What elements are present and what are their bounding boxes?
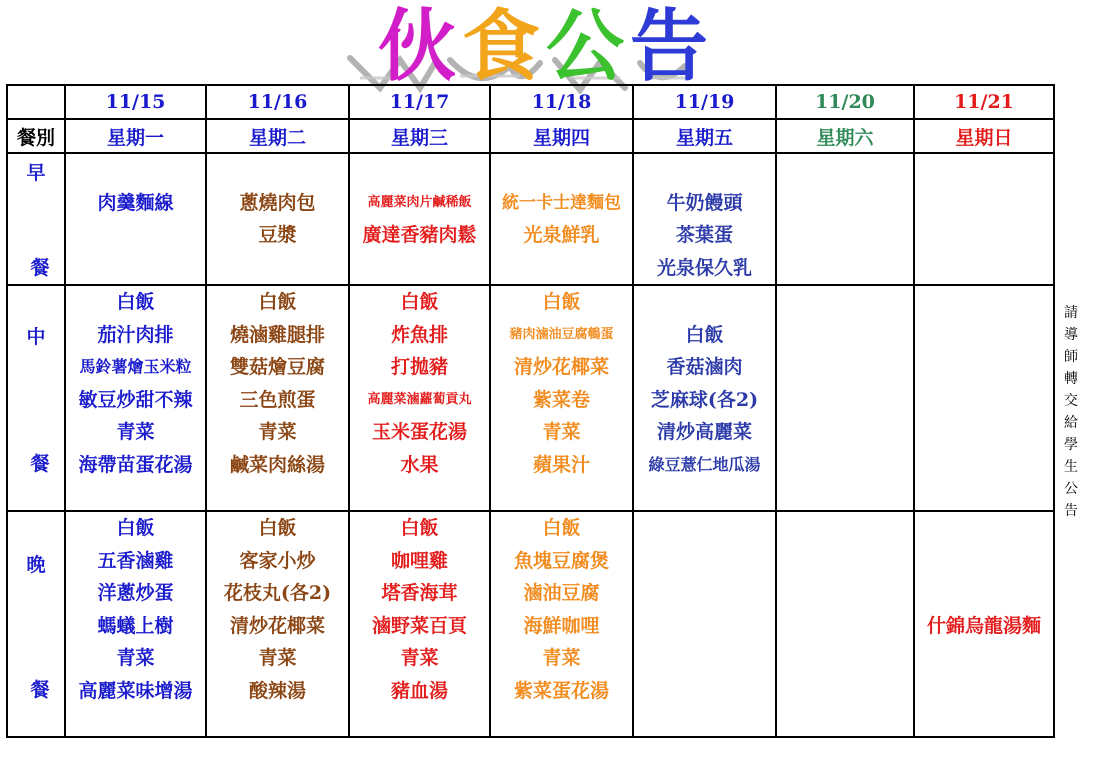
meal-label-top: 晚 bbox=[26, 554, 46, 576]
menu-item: 青菜 bbox=[116, 647, 155, 669]
menu-item: 塔香海茸 bbox=[381, 582, 458, 604]
breakfast-thu bbox=[490, 153, 633, 285]
lunch-label bbox=[7, 285, 65, 511]
weekday-cell: 星期五 bbox=[633, 119, 776, 153]
menu-item: 清炒花椰菜 bbox=[513, 356, 609, 378]
menu-item: 馬鈴薯燴玉米粒 bbox=[79, 357, 192, 376]
side-note-char: 給 bbox=[1064, 415, 1078, 431]
dinner-mon bbox=[65, 511, 206, 737]
menu-item: 廣達香豬肉鬆 bbox=[362, 224, 477, 246]
lunch-fri bbox=[633, 285, 776, 511]
menu-item: 五香滷雞 bbox=[97, 549, 174, 572]
side-note-vertical bbox=[1060, 302, 1082, 522]
lunch-sat bbox=[776, 285, 914, 511]
breakfast-mon bbox=[65, 153, 206, 285]
menu-item: 高麗菜肉片鹹稀飯 bbox=[367, 194, 472, 210]
date-cell: 11/20 bbox=[776, 85, 914, 119]
menu-item: 白飯 bbox=[542, 291, 581, 313]
menu-item: 三色煎蛋 bbox=[239, 388, 316, 411]
menu-item: 鹹菜肉絲湯 bbox=[229, 453, 325, 476]
menu-item: 海鮮咖哩 bbox=[523, 614, 600, 637]
menu-item: 白飯 bbox=[116, 291, 155, 313]
menu-item: 炸魚排 bbox=[390, 323, 448, 346]
lunch-row bbox=[7, 285, 1054, 511]
menu-item bbox=[634, 286, 775, 319]
menu-item bbox=[915, 545, 1053, 578]
dinner-wed bbox=[349, 511, 490, 737]
title-char-3: 公 bbox=[546, 2, 627, 92]
menu-item: 清炒高麗菜 bbox=[656, 421, 752, 443]
menu-item: 茄汁肉排 bbox=[97, 323, 174, 346]
menu-item: 雙菇燴豆腐 bbox=[229, 356, 325, 378]
menu-item: 蔥燒肉包 bbox=[239, 191, 316, 214]
page-title bbox=[378, 2, 710, 92]
menu-item: 海帶苗蛋花湯 bbox=[78, 453, 193, 476]
menu-item: 綠豆薏仁地瓜湯 bbox=[648, 454, 761, 474]
title-char-4: 告 bbox=[630, 2, 711, 92]
breakfast-sat bbox=[776, 153, 914, 285]
side-note-char: 生 bbox=[1064, 459, 1078, 475]
weekday-cell: 星期六 bbox=[776, 119, 914, 153]
menu-item bbox=[915, 577, 1053, 610]
lunch-thu bbox=[490, 285, 633, 511]
lunch-mon bbox=[65, 285, 206, 511]
breakfast-tue bbox=[206, 153, 349, 285]
menu-item: 蘋果汁 bbox=[532, 453, 590, 476]
menu-item: 紫菜卷 bbox=[532, 388, 590, 411]
menu-item: 牛奶饅頭 bbox=[666, 191, 743, 214]
weekday-cell: 星期四 bbox=[490, 119, 633, 153]
meal-label-bottom: 餐 bbox=[30, 453, 50, 475]
menu-item: 螞蟻上樹 bbox=[97, 614, 174, 637]
meal-label-top: 中 bbox=[26, 326, 46, 348]
side-note-char: 轉 bbox=[1064, 371, 1078, 387]
menu-item: 客家小炒 bbox=[239, 549, 316, 572]
menu-item: 滷野菜百頁 bbox=[371, 614, 467, 637]
menu-item: 白飯 bbox=[116, 517, 155, 539]
breakfast-sun bbox=[914, 153, 1054, 285]
side-note-char: 學 bbox=[1064, 437, 1078, 453]
menu-item: 光泉保久乳 bbox=[656, 256, 752, 279]
dinner-row bbox=[7, 511, 1054, 737]
menu-item: 肉羹麵線 bbox=[97, 191, 174, 214]
breakfast-fri bbox=[633, 153, 776, 285]
side-note-char: 師 bbox=[1064, 349, 1078, 365]
title-char-2: 食 bbox=[462, 2, 543, 92]
side-note-char: 請 bbox=[1064, 305, 1078, 321]
weekday-row bbox=[7, 119, 1054, 153]
menu-item: 魚塊豆腐煲 bbox=[513, 549, 609, 572]
menu-item: 青菜 bbox=[400, 647, 439, 669]
menu-item bbox=[66, 154, 205, 187]
menu-item bbox=[66, 219, 205, 252]
dinner-thu bbox=[490, 511, 633, 737]
menu-item: 打拋豬 bbox=[390, 356, 448, 378]
date-cell: 11/19 bbox=[633, 85, 776, 119]
date-cell: 11/16 bbox=[206, 85, 349, 119]
menu-item: 青菜 bbox=[258, 421, 297, 443]
breakfast-wed bbox=[349, 153, 490, 285]
date-cell: 11/18 bbox=[490, 85, 633, 119]
menu-item: 高麗菜滷蘿蔔貢丸 bbox=[367, 391, 472, 407]
menu-item: 芝麻球(各2) bbox=[650, 388, 759, 411]
menu-item: 茶葉蛋 bbox=[675, 224, 733, 246]
lunch-sun bbox=[914, 285, 1054, 511]
menu-item: 水果 bbox=[400, 453, 439, 476]
dinner-sun bbox=[914, 511, 1054, 737]
menu-item bbox=[207, 154, 348, 187]
menu-item: 花枝丸(各2) bbox=[223, 582, 332, 604]
date-row bbox=[7, 85, 1054, 119]
menu-item: 白飯 bbox=[258, 291, 297, 313]
menu-item: 白飯 bbox=[400, 517, 439, 539]
side-note-char: 公 bbox=[1064, 481, 1078, 497]
menu-item: 豆漿 bbox=[258, 224, 297, 246]
lunch-tue bbox=[206, 285, 349, 511]
menu-item: 光泉鮮乳 bbox=[523, 224, 600, 246]
corner-cell bbox=[7, 85, 65, 119]
menu-item: 高麗菜味增湯 bbox=[78, 679, 193, 702]
menu-item: 敏豆炒甜不辣 bbox=[78, 388, 193, 411]
menu-item: 青菜 bbox=[258, 647, 297, 669]
menu-item: 滷油豆腐 bbox=[523, 582, 600, 604]
menu-item: 青菜 bbox=[116, 421, 155, 443]
menu-item bbox=[915, 512, 1053, 545]
menu-item: 清炒花椰菜 bbox=[229, 614, 325, 637]
menu-item: 白飯 bbox=[685, 323, 724, 346]
weekday-cell: 星期三 bbox=[349, 119, 490, 153]
meal-label-bottom: 餐 bbox=[30, 679, 50, 701]
breakfast-row bbox=[7, 153, 1054, 285]
meal-label-bottom: 餐 bbox=[30, 257, 50, 279]
dinner-tue bbox=[206, 511, 349, 737]
side-note-char: 告 bbox=[1064, 503, 1078, 519]
title-char-1: 伙 bbox=[378, 2, 459, 92]
menu-item bbox=[634, 154, 775, 187]
menu-item: 青菜 bbox=[542, 647, 581, 669]
menu-item: 白飯 bbox=[400, 291, 439, 313]
breakfast-label bbox=[7, 153, 65, 285]
weekday-cell: 星期二 bbox=[206, 119, 349, 153]
date-cell: 11/17 bbox=[349, 85, 490, 119]
menu-item: 玉米蛋花湯 bbox=[371, 421, 467, 443]
menu-item: 燒滷雞腿排 bbox=[229, 323, 325, 346]
menu-item: 香菇滷肉 bbox=[666, 356, 743, 378]
menu-item: 豬肉滷油豆腐鵪蛋 bbox=[509, 326, 614, 342]
dinner-sat bbox=[776, 511, 914, 737]
menu-item: 白飯 bbox=[258, 517, 297, 539]
dinner-label bbox=[7, 511, 65, 737]
menu-item: 什錦烏龍湯麵 bbox=[926, 614, 1041, 637]
menu-item: 紫菜蛋花湯 bbox=[513, 679, 609, 702]
menu-item bbox=[491, 154, 632, 187]
date-cell: 11/21 bbox=[914, 85, 1054, 119]
menu-item: 青菜 bbox=[542, 421, 581, 443]
menu-item: 白飯 bbox=[542, 517, 581, 539]
lunch-wed bbox=[349, 285, 490, 511]
menu-table bbox=[6, 84, 1055, 738]
menu-item: 統一卡士達麵包 bbox=[502, 192, 621, 213]
side-note-char: 導 bbox=[1064, 327, 1078, 343]
menu-item: 豬血湯 bbox=[390, 679, 448, 702]
meal-type-header: 餐別 bbox=[7, 119, 65, 153]
dinner-fri bbox=[633, 511, 776, 737]
menu-item bbox=[350, 154, 489, 187]
meal-label-top: 早 bbox=[26, 162, 46, 184]
side-note-char: 交 bbox=[1064, 393, 1078, 409]
menu-item: 酸辣湯 bbox=[248, 679, 306, 702]
menu-item: 洋蔥炒蛋 bbox=[97, 582, 174, 604]
date-cell: 11/15 bbox=[65, 85, 206, 119]
menu-item: 咖哩雞 bbox=[390, 549, 448, 572]
weekday-cell: 星期一 bbox=[65, 119, 206, 153]
weekday-cell: 星期日 bbox=[914, 119, 1054, 153]
